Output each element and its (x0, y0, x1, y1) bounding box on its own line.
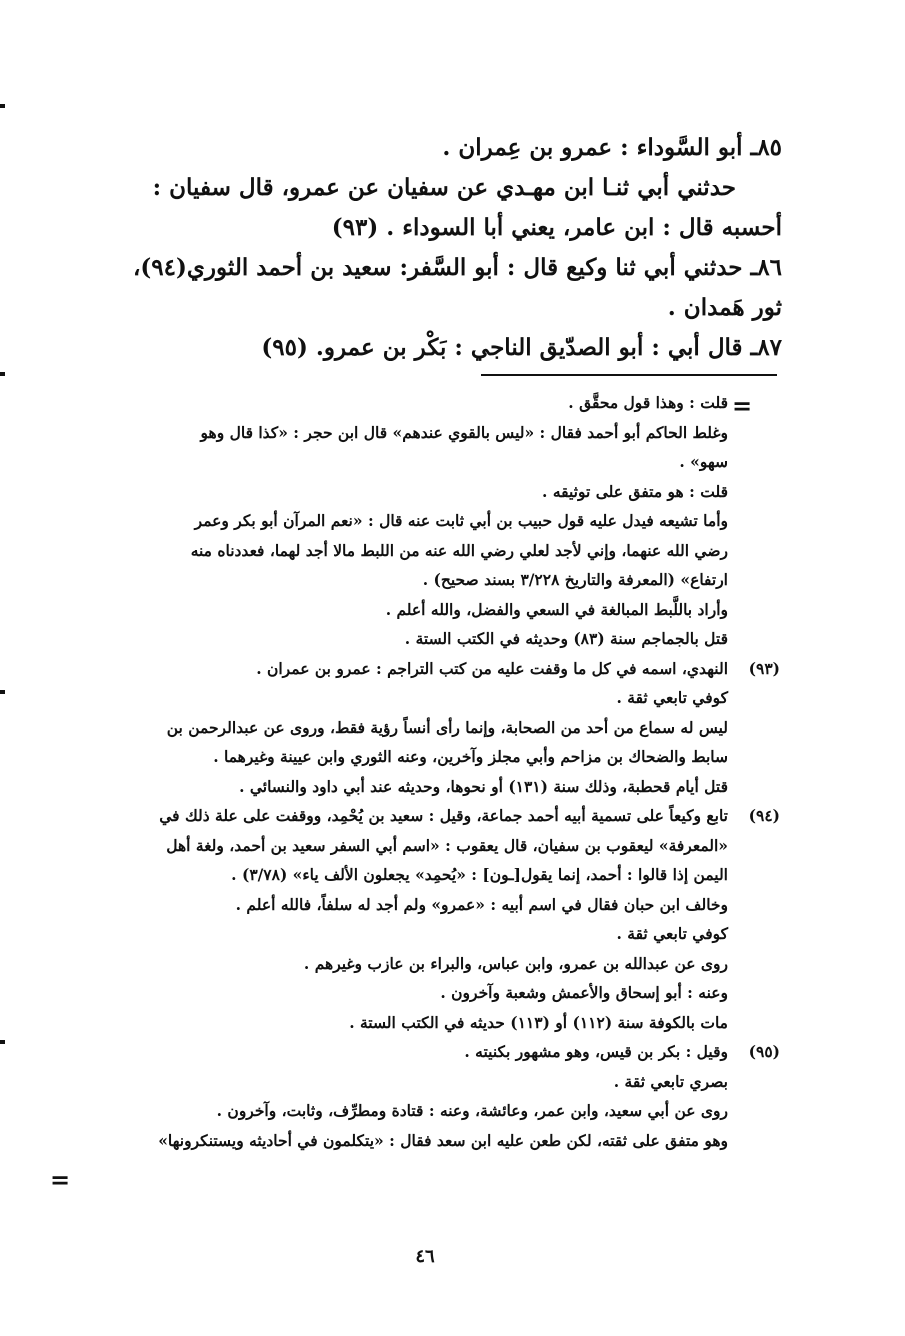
footnote-number: (٩٤) (748, 806, 780, 825)
footnote-line (80, 477, 794, 507)
footnote-line (80, 949, 794, 979)
main-text-line: ثور هَمدان . (667, 294, 782, 321)
footnote-text: ليس له سماع من أحد من الصحابة، وإنما رأى أنساً رؤية فقط، وروى عن عبدالرحمن بن (166, 717, 728, 737)
footnote-text: وقيل : بكر بن قيس، وهو مشهور بكنيته . (464, 1042, 728, 1061)
footnote-line (80, 595, 794, 625)
footnote-text: تابع وكيعاً على تسمية أبيه أحمد جماعة، وقيل : سعيد بن يُحْمِد، ووقفت على علة ذلك في (159, 806, 728, 825)
footnote-text: وعنه : أبو إسحاق والأعمش وشعبة وآخرون . (440, 983, 728, 1002)
margin-mark (0, 372, 5, 376)
footnote-text: رضي الله عنهما، وإني لأجد لعلي رضي الله عنه من اللبط مالا أجد لهما، فعددناه منه (190, 540, 728, 560)
continuation-marker: = (732, 392, 753, 420)
main-text-line: أحسبه قال : ابن عامر، يعني أبا السوداء . (٩٣) (331, 214, 782, 241)
footnote-text: «المعرفة» ليعقوب بن سفيان، قال يعقوب : «اسم أبي السفر سعيد بن أحمد، ولغة أهل (166, 835, 728, 855)
footnote-text: وهو متفق على ثقته، لكن طعن عليه ابن سعد فقال : «يتكلمون في أحاديثه ويستنكرونها» (158, 1130, 728, 1150)
footnote-line (80, 388, 794, 418)
footnote-text: ارتفاع» (المعرفة والتاريخ ٣/٢٢٨ بسند صحيح) . (422, 570, 728, 589)
footnote-text: مات بالكوفة سنة (١١٢) أو (١١٣) حديثه في الكتب الستة . (349, 1012, 728, 1032)
footnote-line (80, 536, 794, 566)
footnote-text: كوفي تابعي ثقة . (616, 688, 728, 707)
footnote-text: النهدي، اسمه في كل ما وقفت عليه من كتب التراجم : عمرو بن عمران . (256, 658, 728, 678)
footnote-line (80, 1096, 794, 1126)
main-text (96, 128, 782, 368)
footnote-text: وغلط الحاكم أبو أحمد فقال : «ليس بالقوي عندهم» قال ابن حجر : «كذا قال وهو (200, 422, 728, 442)
footnote-line (80, 860, 794, 890)
footnote-line (80, 1067, 794, 1097)
footnote-line (80, 978, 794, 1008)
margin-mark (0, 690, 5, 694)
footnote-line (80, 654, 794, 684)
page-number: ٤٦ (415, 1246, 435, 1267)
footnote-line (80, 890, 794, 920)
footnote-text: روى عن عبدالله بن عمرو، وابن عباس، والبراء بن عازب وغيرهم . (303, 953, 728, 973)
footnote-line (80, 624, 794, 654)
footnote-text: قلت : هو متفق على توثيقه . (542, 481, 728, 501)
footnote-line (80, 1126, 794, 1156)
continuation-marker-bottom: = (50, 1166, 71, 1194)
main-text-line: ٨٥ـ أبو السَّوداء : عمرو بن عِمران . (442, 134, 782, 161)
footnote-text: كوفي تابعي ثقة . (616, 924, 728, 943)
footnote-text: وخالف ابن حبان فقال في اسم أبيه : «عمرو» ولم أجد له سلفاً، فالله أعلم . (235, 894, 728, 914)
footnote-text: قتل أيام قحطبة، وذلك سنة (١٣١) أو نحوها، وحديثه عند أبي داود والنسائي . (239, 776, 728, 796)
footnote-line (80, 772, 794, 802)
main-text-line: ٨٦ـ حدثني أبي ثنا وكيع قال : أبو السَّفر: سعيد بن أحمد الثوري(٩٤)، (132, 254, 782, 281)
footnote-line (80, 418, 794, 448)
footnote-line (80, 831, 794, 861)
footnote-text: اليمن إذا قالوا : أحمد، إنما يقول[ـون] : «يُحمِد» يجعلون الألف ياء» (٣/٧٨) . (231, 865, 728, 884)
footnote-line (80, 565, 794, 595)
footnote-line (80, 506, 794, 536)
main-text-line: حدثني أبي ثنـا ابن مهـدي عن سفيان عن عمرو، قال سفيان : (152, 174, 736, 201)
footnote-text: بصري تابعي ثقة . (613, 1071, 728, 1091)
footnote-text: وأما تشيعه فيدل عليه قول حبيب بن أبي ثابت عنه قال : «نعم المرآن أبو بكر وعمر (194, 511, 728, 530)
footnote-line (80, 919, 794, 949)
footnote-line (80, 713, 794, 743)
footnote-text: سابط والضحاك بن مزاحم وأبي مجلز وآخرين، وعنه الثوري وابن عيينة وغيرهما . (213, 747, 728, 766)
footnote-number: (٩٥) (748, 1042, 780, 1061)
footnote-line (80, 447, 794, 477)
footnote-line (80, 683, 794, 713)
footnote-text: قتل بالجماجم سنة (٨٣) وحديثه في الكتب الستة . (404, 629, 728, 648)
main-text-line: ٨٧ـ قال أبي : أبو الصدّيق الناجي : بَكْر بن عمرو. (٩٥) (261, 334, 782, 361)
footnote-text: سهو» . (679, 452, 728, 471)
footnote-line (80, 1037, 794, 1067)
footnote-number: (٩٣) (748, 658, 780, 678)
margin-mark (0, 104, 5, 108)
footnote-line (80, 801, 794, 831)
footnote-text: قلت : وهذا قول محقَّق . (568, 393, 728, 412)
footnote-text: روى عن أبي سعيد، وابن عمر، وعائشة، وعنه : قتادة ومطرِّف، وثابت، وآخرون . (216, 1101, 728, 1120)
footnote-line (80, 742, 794, 772)
footnotes (80, 388, 794, 1155)
footnote-text: وأراد باللَّبط المبالغة في السعي والفضل، والله أعلم . (385, 599, 728, 619)
margin-mark (0, 1040, 5, 1044)
footnote-line (80, 1008, 794, 1038)
footnote-separator (481, 374, 777, 376)
